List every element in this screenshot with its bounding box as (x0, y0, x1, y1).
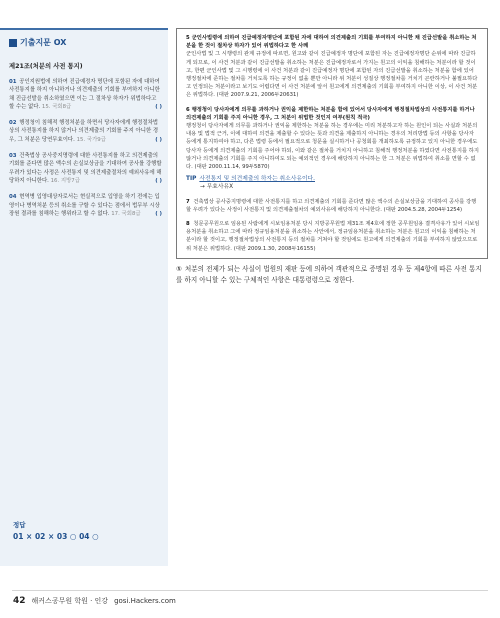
main-content (176, 28, 488, 285)
article-paragraph-5: ⑤ 처분의 전제가 되는 사실이 법원의 재판 등에 의하여 객관적으로 증명된 경우 등 제4항에 따른 사전 통지를 하지 아니할 수 있는 구체적인 사항은 대통령령으로 정한다. (176, 264, 482, 284)
case-item: 5 군인사법령에 의하여 진급예정자명단에 포함된 자에 대하여 의견제출의 기회를 부여하지 아니한 채 진급선발을 취소하는 처분을 한 것이 절차상 하자가 있어 위법하다고 한 사례 군인사법 및 그 시행령의 관계 규정에 따르면, 원고와 같이 진급예정자 명단에 포함된 자는 진급예정자명단 순위에 따라 진급하게 되므로, 이 사건 처분과 같이 진급선발을 취소하는 처분은 진급예정자로서 가지는 원고의 이익을 침해하는 처분이라 할 것이고, 한편 군인사법 및 그 시행령에 이 사건 처분과 같이 진급예정자 명단에 포함된 자의 진급선발을 취소하는 처분을 함에 있어 행정절차에 준하는 절차를 거치도록 하는 규정이 없을 뿐만 아니라 위 처분이 성질상 행정절차를 거치기 곤란하거나 불필요하다고 인정되는 처분이라고 보기도 어렵다면 이 사건 처분에 앞서 원고에게 의견제출의 기회를 부여하지 아니한 이상, 이 사건 처분은 위법하다. (대판 2007.9.21, 2006두20631) (186, 35, 478, 99)
ox-question: 04 현역병 입영대상자로서는 현실적으로 입영을 하기 전에는 입영이나 병역처분 등의 취소를 구할 수 있다는 점에서 법무부 시상장원 결과를 침해하는 행위라고 할 수 없다. 17. 국회8급 ( ) (9, 194, 162, 217)
page-footer (13, 596, 176, 606)
ox-question: 03 건축법상 공사중지명령에 대한 사전통지를 하고 의견제출의 기회를 준다면 많은 액수의 손실보상금을 기대하여 공사를 강행할 우려가 있다는 사정은 사전통지 및 의견제출절차의 예외사유에 해당하지 아니한다. 16. 지방7급 ( ) (9, 153, 162, 184)
page-number: 42 (13, 596, 26, 606)
ox-question: 02 행정청이 침해적 행정처분을 하면서 당사자에게 행정절차법상의 사전통지를 하지 않거나 의견제출의 기회를 주지 아니한 경우, 그 처분은 당연무효이다. 15. 국가9급 ( ) (9, 120, 162, 143)
ox-sidebar (0, 28, 168, 566)
footer-url: gosi.Hackers.com (114, 597, 176, 605)
ox-question: 01 공인지원법에 의하여 진급예정자 명단에 포함된 자에 대하여 사전통지를 하지 아니하거나 의견제출의 기회를 부여하지 아니한 채 진급선발을 취소하였으면 이는 그 절차상 하자가 위법하다고 할 수는 없다. 15. 국회8급 ( ) (9, 79, 162, 110)
case-item: 7 건축법상 공사중지명령에 대한 사전통지를 하고 의견제출의 기회를 준다면 많은 액수의 손실보상금을 기대하여 공사를 강행할 우려가 있다는 사정이 사전통지 및 의견제출절차의 예외사유에 해당하지 아니한다. (대판 2004.5.28, 2004두1254) (186, 198, 477, 213)
footer-divider (12, 590, 488, 591)
case-item: 8 청문공무원으로 임용된 사람에게 시보임용처분 당시 지방공무원법 제31조 제4호에 정한 공무원임용 결격사유가 있어 시보임용처분을 취소하고 그에 따라 정규임용처분을 취소하는 사안에서, 정규임용처분을 취소하는 처분은 원고의 이익을 침해하는 처분이라 할 것이고, 행정절차법상의 사전통지 등의 절차를 거쳐야 할 것임에도 원고에게 의견제출의 기회를 부여하지 않았으므로 위 처분은 위법하다. (대판 2009.1.30, 2008두16155) (186, 221, 480, 252)
section-title: 제21조(처분의 사전 통지) (9, 63, 83, 70)
book-title: 해커스공무원 학원 · 인강 (31, 597, 109, 605)
answer-bracket: ( ) (155, 136, 162, 143)
answer-bracket: ( ) (155, 210, 162, 217)
tip-arrow: → 무효사유X (200, 184, 234, 191)
answer-key: 정답 01 × 02 × 03 ○ 04 ○ (13, 521, 99, 541)
answer-bracket: ( ) (155, 103, 162, 110)
answer-bracket: ( ) (155, 177, 162, 184)
square-icon (9, 39, 17, 47)
case-item: 6 행정청이 당사자에게 의무를 과하거나 권익을 제한하는 처분을 함에 있어서 당사자에게 행정절차법상의 사전통지를 하거나 의견제출의 기회를 주지 아니한 경우, 그 처분이 위법한 것인지 여부(원칙 적극) 행정청이 당사자에게 의무를 과하거나 권익을 제한하는 처분을 하는 경우에는 미리 처분하고자 하는 원인이 되는 사실과 처분의 내용 및 법적 근거, 이에 대하여 의견을 제출할 수 있다는 뜻과 의견을 제출하지 아니하는 경우의 처리방법 등의 사항을 당사자 등에게 통지하여야 하고, 다른 법령 등에서 필요적으로 청문을 실시하거나 공청회를 개최하도록 규정하고 있지 아니한 경우에도 당사자 등에게 의견제출의 기회를 주어야 하되, 이와 같은 절차를 거치지 아니하고 침해적 행정처분을 하였다면 사전통지를 하지 않거나 의견제출의 기회를 주지 아니하여도 되는 예외적인 경우에 해당하지 아니하는 한 그 처분은 위법하여 취소를 면할 수 없다. (대판 2000.11.14, 99두5870) TIP 사전통지 및 의견제출의 하자는 취소사유이다. → 무효사유X (186, 106, 480, 191)
case-box (176, 28, 488, 259)
tip-note: TIP 사전통지 및 의견제출의 하자는 취소사유이다. (186, 176, 315, 183)
ox-heading: 기출지문 OX (9, 36, 162, 49)
